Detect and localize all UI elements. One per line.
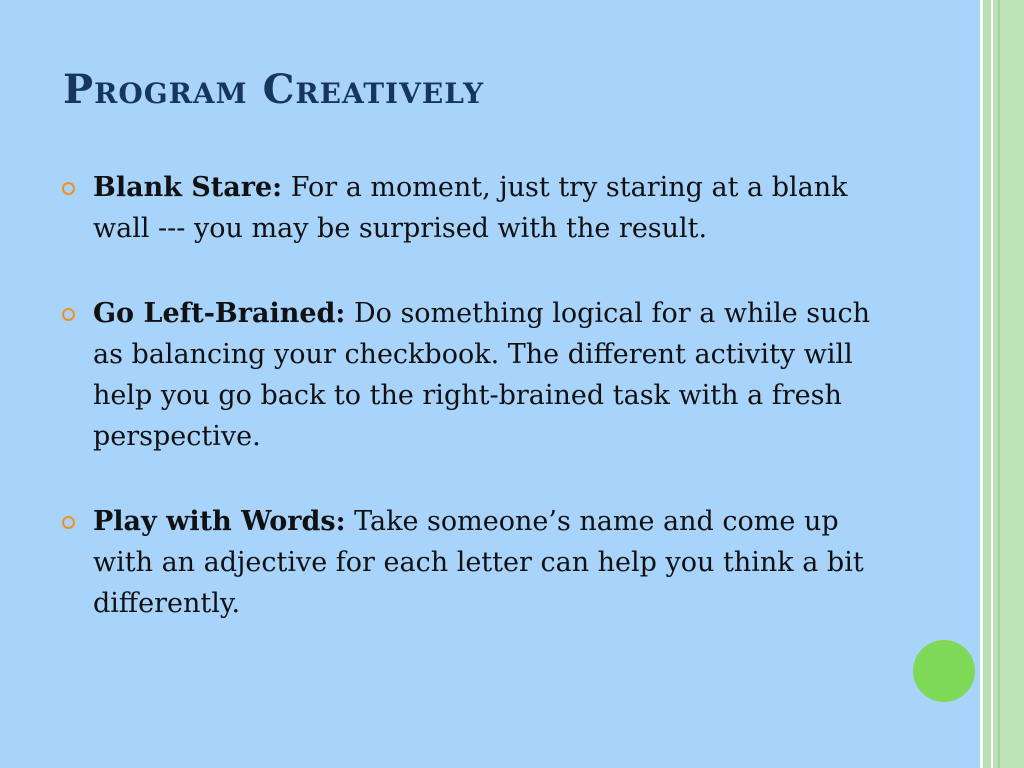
bullet-ring-icon (62, 516, 75, 529)
bullet-heading: Go Left-Brained: (93, 298, 346, 329)
bullet-text: Do something logical for a while such as balancing your checkbook. The different activity will help you go back to the right-brained task with a fresh perspective. (93, 298, 871, 452)
slide-title: Program Creatively (63, 66, 485, 113)
bullet-item (62, 167, 902, 249)
bullet-list (62, 167, 902, 668)
bullet-ring-icon (62, 182, 75, 195)
bullet-heading: Blank Stare: (93, 172, 283, 203)
bullet-item (62, 501, 902, 624)
bullet-heading: Play with Words: (93, 506, 346, 537)
decorative-band (983, 0, 991, 768)
decorative-band (1000, 0, 1024, 768)
bullet-text: For a moment, just try staring at a blank wall --- you may be surprised with the result. (93, 172, 848, 244)
green-circle-icon (913, 640, 975, 702)
bullet-text: Take someone’s name and come up with an adjective for each letter can help you think a bit differently. (93, 506, 864, 619)
bullet-item (62, 293, 902, 457)
bullet-ring-icon (62, 308, 75, 321)
